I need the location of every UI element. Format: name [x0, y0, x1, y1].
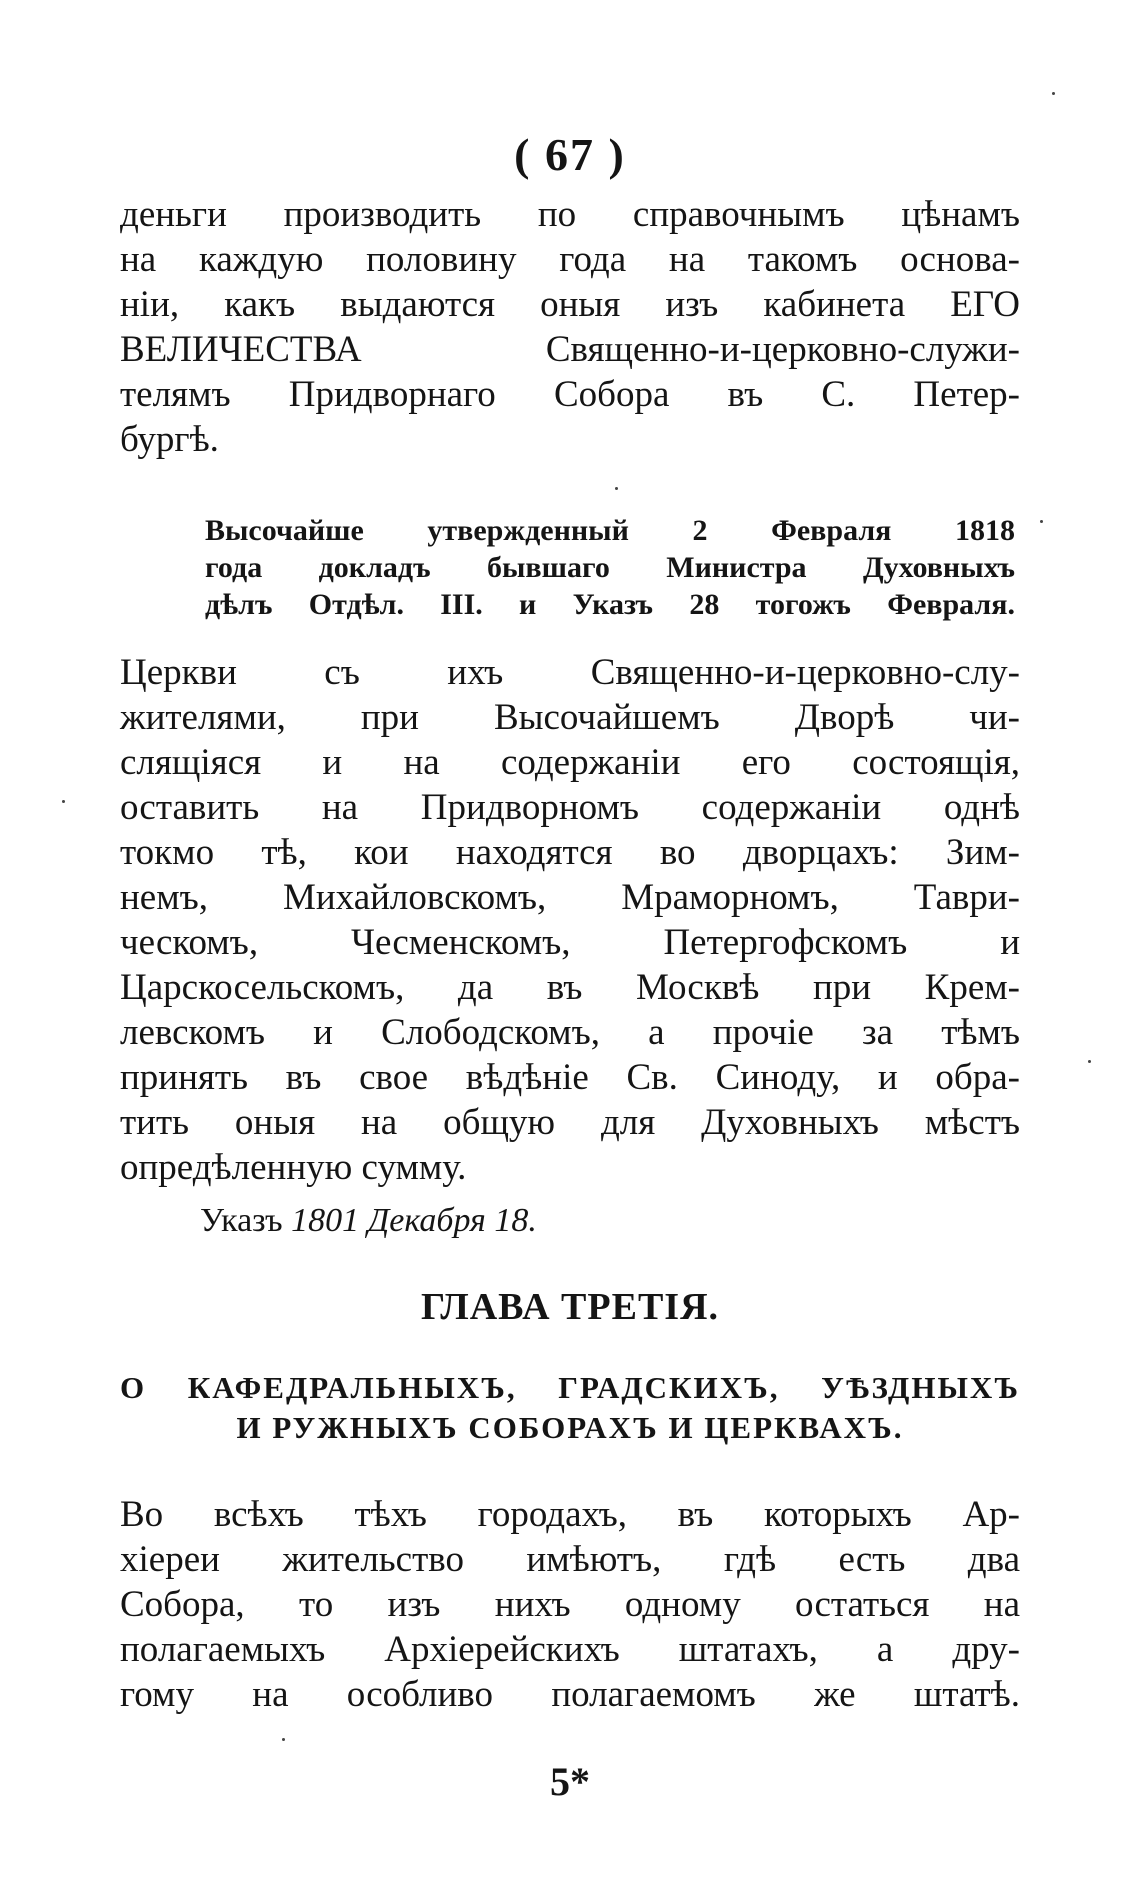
print-speck	[615, 487, 618, 490]
paragraph-2	[120, 650, 1020, 1190]
text-line: на каждую половину года на такомъ основа-	[120, 239, 1020, 280]
print-speck	[1052, 92, 1055, 95]
paragraph-3	[120, 1492, 1020, 1717]
text-line: слящіяся и на содержаніи его состоящія,	[120, 742, 1020, 783]
print-speck	[282, 1738, 285, 1741]
page-number: ( 67 )	[514, 129, 626, 180]
chapter-title: ГЛАВА ТРЕТІЯ.	[420, 1286, 720, 1328]
text-line: деньги производить по справочнымъ цѣнамъ	[120, 194, 1020, 235]
text-line: левскомъ и Слободскомъ, а прочіе за тѣмъ	[120, 1012, 1020, 1053]
note-line: дѣлъ Отдѣл. III. и Указъ 28 тогожъ Февраля.	[205, 588, 1015, 621]
text-line: хіереи жительство имѣютъ, гдѣ есть два	[120, 1539, 1020, 1580]
paragraph-1	[120, 192, 1020, 462]
text-line: Церкви съ ихъ Священно-и-церковно-слу-	[120, 652, 1020, 693]
subtitle-line: О КАФЕДРАЛЬНЫХЪ, ГРАДСКИХЪ, УѢЗДНЫХЪ	[120, 1370, 1020, 1405]
text-line: ВЕЛИЧЕСТВА Священно-и-церковно-служи-	[120, 329, 1020, 370]
note-line: года докладъ бывшаго Министра Духовныхъ	[205, 551, 1015, 584]
citation-prefix: Указъ	[200, 1202, 292, 1239]
decree-note	[205, 512, 1015, 623]
text-line: опредѣленную сумму.	[120, 1147, 467, 1188]
text-line: ніи, какъ выдаются оныя изъ кабинета ЕГО	[120, 284, 1020, 325]
print-speck	[1088, 1060, 1091, 1063]
text-line: Во всѣхъ тѣхъ городахъ, въ которыхъ Ар-	[120, 1494, 1020, 1535]
text-line: бургѣ.	[120, 419, 219, 460]
text-line: немъ, Михайловскомъ, Мраморномъ, Таври-	[120, 877, 1020, 918]
decree-citation	[200, 1202, 537, 1240]
text-line: ческомъ, Чесменскомъ, Петергофскомъ и	[120, 922, 1020, 963]
text-line: тить оныя на общую для Духовныхъ мѣстъ	[120, 1102, 1020, 1143]
chapter-subtitle	[120, 1368, 1020, 1448]
text-line: Царскосельскомъ, да въ Москвѣ при Крем-	[120, 967, 1020, 1008]
text-line: полагаемыхъ Архіерейскихъ штатахъ, а дру-	[120, 1629, 1020, 1670]
text-line: телямъ Придворнаго Собора въ С. Петер-	[120, 374, 1020, 415]
text-line: принять въ свое вѣдѣніе Св. Синоду, и обра-	[120, 1057, 1020, 1098]
text-line: гому на особливо полагаемомъ же штатѣ.	[120, 1674, 1020, 1715]
text-line: токмо тѣ, кои находятся во дворцахъ: Зим-	[120, 832, 1020, 873]
note-line: Высочайше утвержденный 2 Февраля 1818	[205, 514, 1015, 547]
text-line: Собора, то изъ нихъ одному остаться на	[120, 1584, 1020, 1625]
print-speck	[62, 800, 65, 803]
signature-mark: 5*	[550, 1759, 590, 1804]
citation-date: 1801 Декабря 18.	[291, 1202, 537, 1239]
text-line: оставить на Придворномъ содержаніи однѣ	[120, 787, 1020, 828]
text-line: жителями, при Высочайшемъ Дворѣ чи-	[120, 697, 1020, 738]
print-speck	[1040, 520, 1043, 523]
subtitle-line: И РУЖНЫХЪ СОБОРАХЪ И ЦЕРКВАХЪ.	[236, 1410, 904, 1445]
